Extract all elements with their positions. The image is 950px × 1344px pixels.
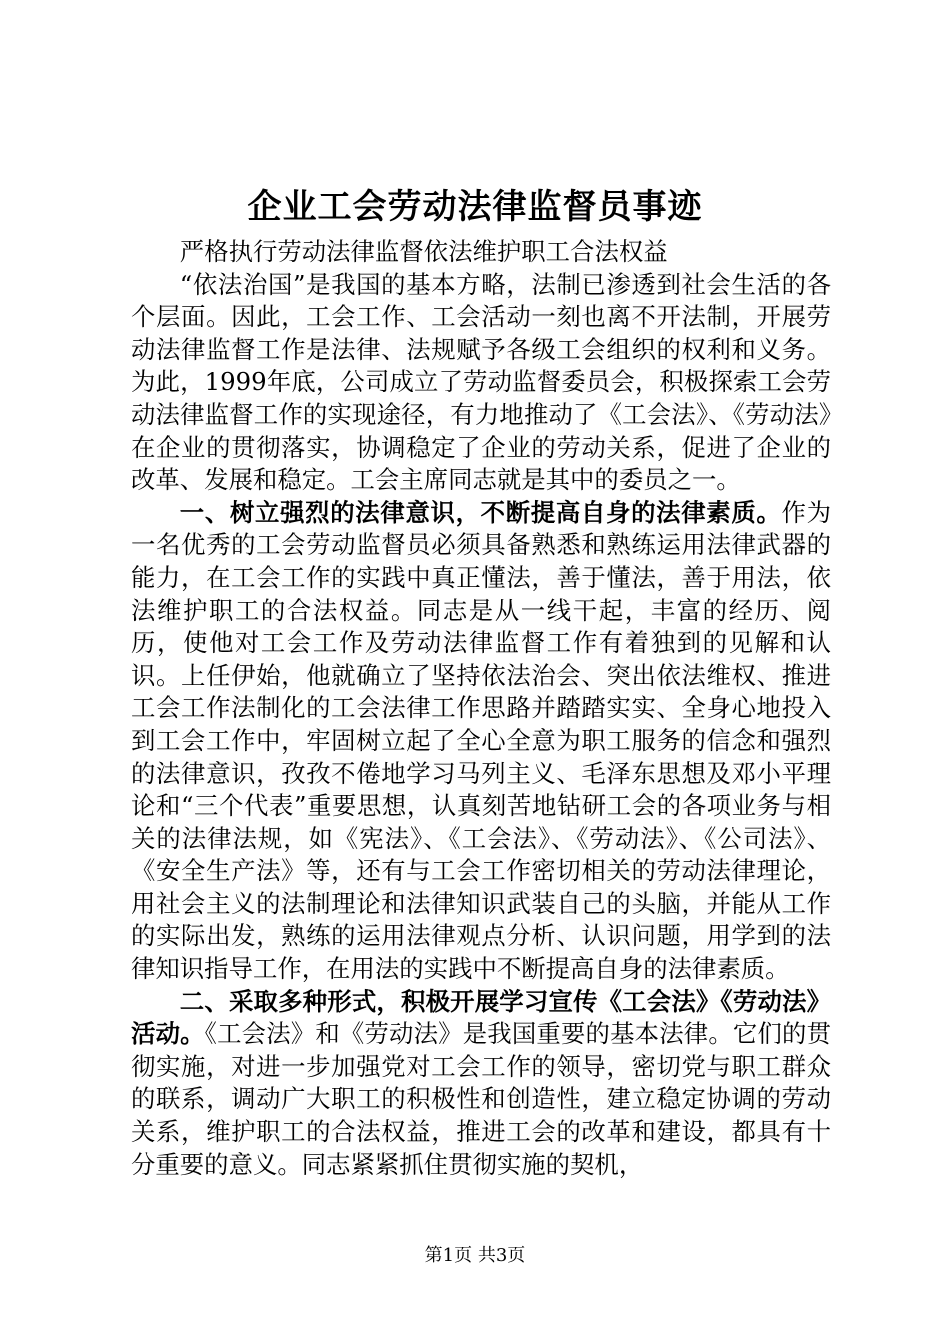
page-number-footer: 第1页 共3页 — [424, 1245, 526, 1266]
intro-paragraph: “依法治国”是我国的基本方略，法制已渗透到社会生活的各个层面。因此，工会工作、工会活动一刻也离不开法制，开展劳动法律监督工作是法律、法规赋予各级工会组织的权利和义务。为此，1999年底，公司成立了劳动监督委员会，积极探索工会劳动法律监督工作的实现途径，有力地推动了《工会法》、《劳动法》在企业的贯彻落实，协调稳定了企业的劳动关系，促进了企业的改革、发展和稳定。工会主席同志就是其中的委员之一。 — [131, 269, 831, 495]
section2-heading: 二、采取多种形式，积极开展学习宣传《工会法》《劳动法》活动。 — [131, 986, 831, 1049]
section2-body: 《工会法》和《劳动法》是我国重要的基本法律。它们的贯彻实施，对进一步加强党对工会工作的领导，密切党与职工群众的联系，调动广大职工的积极性和创造性，建立稳定协调的劳动关系，维护职工的合法权益，推进工会的改革和建设，都具有十分重要的意义。同志紧紧抓住贯彻实施的契机， — [131, 1019, 831, 1179]
section2-paragraph — [131, 986, 831, 1182]
document-body — [131, 236, 831, 1181]
section1-body: 作为一名优秀的工会劳动监督员必须具备熟悉和熟练运用法律武器的能力，在工会工作的实践中真正懂法，善于懂法，善于用法，依法维护职工的合法权益。同志是从一线干起，丰富的经历、阅历，使他对工会工作及劳动法律监督工作有着独到的见解和认识。上任伊始，他就确立了坚持依法治会、突出依法维权、推进工会工作法制化的工会法律工作思路并踏踏实实、全身心地投入到工会工作中，牢固树立起了全心全意为职工服务的信念和强烈的法律意识，孜孜不倦地学习马列主义、毛泽东思想及邓小平理论和“三个代表”重要思想，认真刻苦地钻研工会的各项业务与相关的法律法规，如《宪法》、《工会法》、《劳动法》、《公司法》、《安全生产法》等，还有与工会工作密切相关的劳动法律理论，用社会主义的法制理论和法律知识武装自己的头脑，并能从工作的实际出发，熟练的运用法律观点分析、认识问题，用学到的法律知识指导工作，在用法的实践中不断提高自身的法律素质。 — [131, 497, 831, 984]
document-title: 企业工会劳动法律监督员事迹 — [247, 187, 703, 227]
subtitle-paragraph: 严格执行劳动法律监督依法维护职工合法权益 — [179, 237, 668, 266]
section1-paragraph — [131, 497, 831, 986]
section1-heading: 一、树立强烈的法律意识，不断提高自身的法律素质。 — [179, 497, 782, 527]
